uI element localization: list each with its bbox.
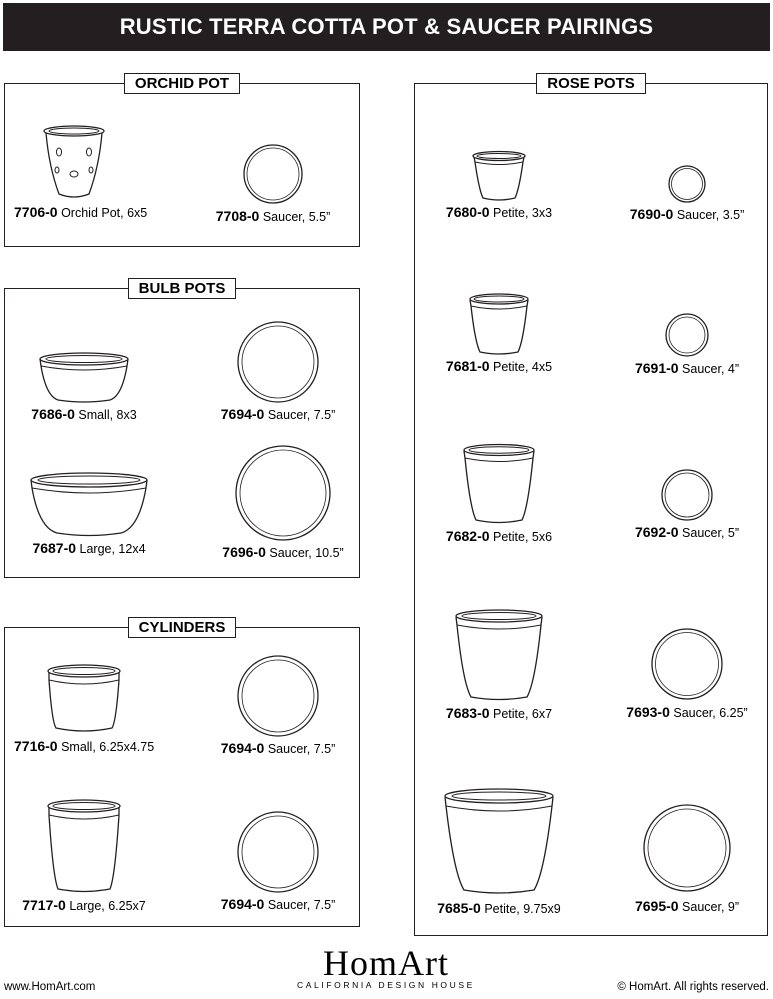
saucer-icon [233, 654, 323, 738]
rose-pot-icon [461, 442, 537, 526]
section-label-orchid: ORCHID POT [124, 73, 240, 94]
rose-pot-icon [442, 786, 556, 898]
saucer-desc: Saucer, 9” [682, 900, 740, 914]
pot-desc: Small, 6.25x4.75 [61, 740, 155, 754]
rose-pot-3-item [424, 442, 574, 544]
saucer-desc: Saucer, 6.25” [673, 706, 748, 720]
rose-saucer-4-item [612, 626, 762, 720]
pot-desc: Orchid Pot, 6x5 [61, 206, 148, 220]
rose-pot-1-item [424, 150, 574, 220]
bulb-pot-large-item [14, 470, 164, 556]
page-title [3, 3, 770, 51]
saucer-code: 7694-0 [220, 896, 265, 912]
bulb-pot-small-item [14, 350, 154, 422]
saucer-icon [667, 164, 707, 204]
cylinder-saucer-2-item [208, 810, 348, 912]
saucer-icon [649, 626, 725, 702]
pot-code: 7680-0 [445, 204, 490, 220]
saucer-code: 7694-0 [220, 740, 265, 756]
orchid-saucer-item [208, 142, 338, 224]
copyright-text: © HomArt. All rights reserved. [617, 981, 769, 993]
logo-wordmark: HomArt [323, 943, 449, 983]
orchid-pot-item [14, 122, 148, 220]
saucer-code: 7695-0 [634, 898, 679, 914]
saucer-icon [233, 810, 323, 894]
pot-desc: Petite, 9.75x9 [484, 902, 561, 916]
saucer-icon [660, 468, 714, 522]
saucer-icon [241, 142, 305, 206]
cylinder-small-item [14, 662, 154, 754]
logo-tagline: CALIFORNIA DESIGN HOUSE [297, 980, 475, 990]
saucer-code: 7692-0 [634, 524, 679, 540]
pot-code: 7716-0 [14, 738, 58, 754]
section-label-cylinders: CYLINDERS [128, 617, 237, 638]
bulb-saucer-1-item [208, 320, 348, 422]
pot-code: 7683-0 [445, 705, 490, 721]
rose-saucer-2-item [612, 312, 762, 376]
saucer-icon [233, 320, 323, 404]
saucer-icon [642, 800, 732, 896]
pot-desc: Petite, 5x6 [493, 530, 553, 544]
pot-code: 7681-0 [445, 358, 490, 374]
saucer-code: 7696-0 [222, 544, 266, 560]
saucer-desc: Saucer, 7.5” [267, 898, 336, 912]
website-link[interactable]: www.HomArt.com [4, 981, 96, 993]
rose-pot-5-item [419, 786, 579, 916]
bulb-pot-large-icon [27, 470, 151, 538]
cylinder-small-icon [44, 662, 124, 736]
rose-saucer-1-item [612, 164, 762, 222]
saucer-code: 7691-0 [634, 360, 679, 376]
pot-code: 7717-0 [22, 897, 66, 913]
saucer-icon [233, 444, 333, 542]
saucer-code: 7690-0 [629, 206, 674, 222]
saucer-icon [664, 312, 710, 358]
saucer-desc: Saucer, 3.5” [676, 208, 745, 222]
pot-desc: Large, 6.25x7 [69, 899, 146, 913]
rose-pot-icon [453, 607, 545, 703]
saucer-code: 7694-0 [220, 406, 265, 422]
saucer-desc: Saucer, 7.5” [267, 408, 336, 422]
cylinder-large-item [14, 797, 154, 913]
pot-code: 7685-0 [437, 900, 481, 916]
homart-logo [293, 943, 479, 990]
page-title-text: RUSTIC TERRA COTTA POT & SAUCER PAIRINGS [119, 14, 654, 39]
pot-code: 7706-0 [14, 204, 58, 220]
pot-desc: Small, 8x3 [78, 408, 137, 422]
rose-pot-2-item [424, 292, 574, 374]
pot-desc: Large, 12x4 [79, 542, 146, 556]
saucer-desc: Saucer, 10.5” [269, 546, 344, 560]
saucer-code: 7708-0 [215, 208, 260, 224]
bulb-saucer-2-item [208, 444, 358, 560]
saucer-desc: Saucer, 5” [682, 526, 740, 540]
saucer-desc: Saucer, 4” [682, 362, 740, 376]
saucer-code: 7693-0 [626, 704, 670, 720]
pot-desc: Petite, 6x7 [493, 707, 553, 721]
pot-desc: Petite, 3x3 [493, 206, 553, 220]
rose-pot-icon [467, 292, 531, 356]
rose-saucer-5-item [607, 800, 767, 914]
saucer-desc: Saucer, 5.5” [262, 210, 331, 224]
rose-pot-4-item [424, 607, 574, 721]
pot-desc: Petite, 4x5 [493, 360, 553, 374]
orchid-pot-icon [39, 122, 109, 202]
pot-code: 7687-0 [32, 540, 77, 556]
cylinder-large-icon [44, 797, 124, 895]
cylinder-saucer-1-item [208, 654, 348, 756]
section-label-rose: ROSE POTS [536, 73, 646, 94]
section-label-bulb: BULB POTS [128, 278, 237, 299]
rose-pot-icon [471, 150, 527, 202]
pot-code: 7686-0 [31, 406, 75, 422]
pot-code: 7682-0 [445, 528, 490, 544]
rose-saucer-3-item [612, 468, 762, 540]
saucer-desc: Saucer, 7.5” [267, 742, 336, 756]
bulb-pot-small-icon [36, 350, 132, 404]
